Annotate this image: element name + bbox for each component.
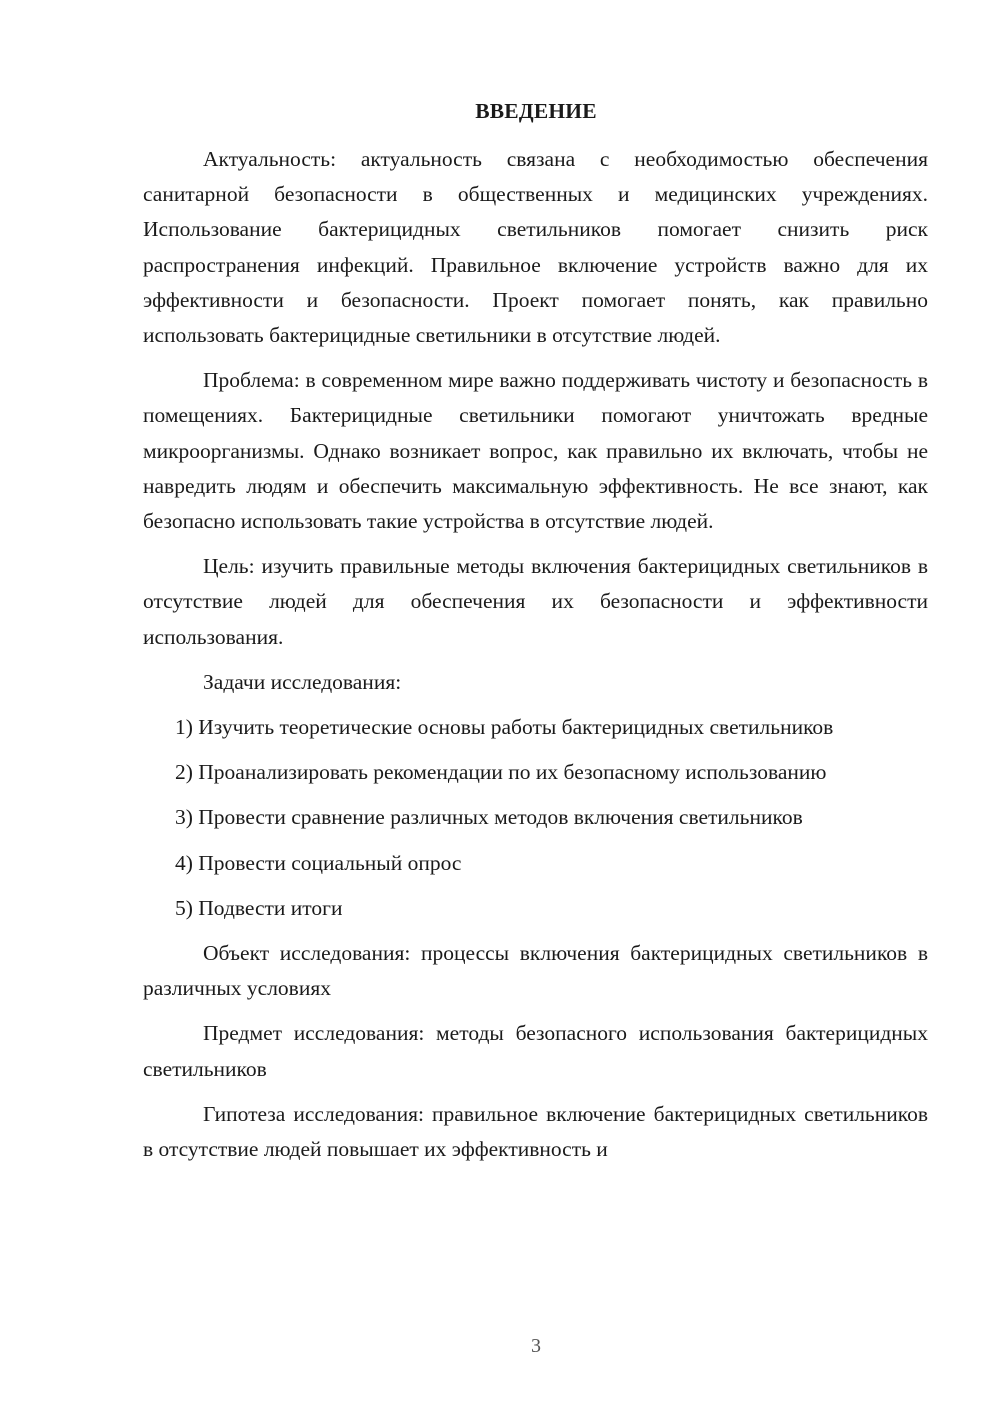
- paragraph-problem: Проблема: в современном мире важно поддерживать чистоту и безопасность в помещениях. Бактерицидные светильники помогают уничтожать вредные микроорганизмы. Однако возникает вопрос, как правильно их включать, чтобы не навредить людям и обеспечить максимальную эффективность. Не все знают, как безопасно использовать такие устройства в отсутствие людей.: [143, 368, 928, 534]
- paragraph-tasks-heading: Задачи исследования:: [203, 669, 402, 694]
- paragraph-goal: Цель: изучить правильные методы включения бактерицидных светильников в отсутствие людей для обеспечения их безопасности и эффективности использования.: [143, 554, 928, 649]
- task-item-3: 3) Провести сравнение различных методов включения светильников: [175, 805, 803, 830]
- paragraph-object: Объект исследования: процессы включения бактерицидных светильников в различных условиях: [143, 941, 928, 1001]
- paragraph-relevance: Актуальность: актуальность связана с необходимостью обеспечения санитарной безопасности в общественных и медицинских учреждениях. Использование бактерицидных светильников помогает снизить риск распространения инфекций. Правильное включение устройств важно для их эффективности и безопасности. Проект помогает понять, как правильно использовать бактерицидные светильники в отсутствие людей.: [143, 147, 928, 348]
- paragraph-hypothesis: Гипотеза исследования: правильное включение бактерицидных светильников в отсутствие людей повышает их эффективность и: [143, 1101, 928, 1162]
- page-number: 3: [531, 1335, 541, 1357]
- page-title: ВВЕДЕНИЕ: [475, 99, 597, 123]
- task-item-2: 2) Проанализировать рекомендации по их безопасному использованию: [175, 760, 827, 785]
- task-item-1: 1) Изучить теоретические основы работы бактерицидных светильников: [175, 715, 834, 740]
- paragraph-subject: Предмет исследования: методы безопасного использования бактерицидных светильников: [143, 1021, 928, 1081]
- task-item-4: 4) Провести социальный опрос: [175, 850, 462, 875]
- task-item-5: 5) Подвести итоги: [175, 895, 343, 920]
- document-body: [143, 142, 928, 1177]
